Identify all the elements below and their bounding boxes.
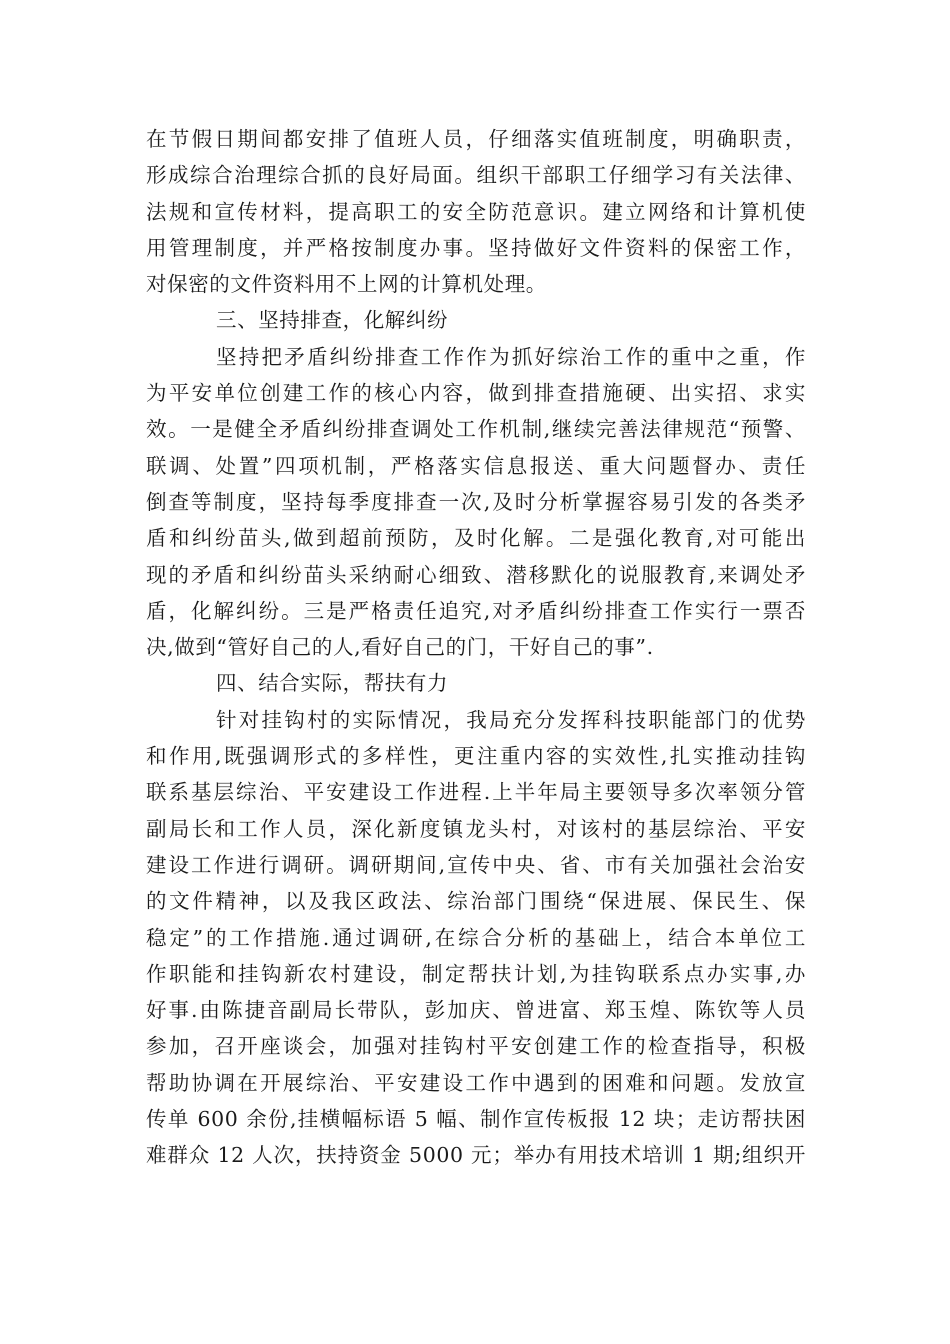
- text-line: 建设工作进行调研。调研期间,宣传中央、省、市有关加强社会治安: [146, 852, 806, 877]
- text-line: 为平安单位创建工作的核心内容，做到排查措施硬、出实招、求实: [146, 381, 806, 406]
- text-line: 联调、处置”四项机制，严格落实信息报送、重大问题督办、责任: [146, 453, 806, 478]
- text-line: 盾和纠纷苗头,做到超前预防，及时化解。二是强化教育,对可能出: [146, 526, 806, 551]
- document-body: [146, 121, 806, 1174]
- text-line: 联系基层综治、平安建设工作进程.上半年局主要领导多次率领分管: [146, 780, 806, 805]
- text-line: 效。一是健全矛盾纠纷排查调处工作机制,继续完善法律规范“预警、: [146, 417, 806, 442]
- text-line: 在节假日期间都安排了值班人员，仔细落实值班制度，明确职责，: [146, 127, 806, 151]
- text-line: 的文件精神，以及我区政法、综治部门围绕“保进展、保民生、保: [146, 889, 806, 914]
- text-line: 稳定”的工作措施.通过调研,在综合分析的基础上，结合本单位工: [146, 925, 806, 950]
- text-line: 针对挂钩村的实际情况，我局充分发挥科技职能部门的优势: [216, 707, 806, 732]
- text-line: 好事.由陈捷音副局长带队，彭加庆、曾进富、郑玉煌、陈钦等人员: [146, 998, 806, 1023]
- text-line: 现的矛盾和纠纷苗头采纳耐心细致、潜移默化的说服教育,来调处矛: [146, 562, 806, 587]
- text-line: 用管理制度，并严格按制度办事。坚持做好文件资料的保密工作，: [146, 235, 806, 260]
- text-line: 传单 600 余份,挂横幅标语 5 幅、制作宣传板报 12 块；走访帮扶困: [146, 1107, 806, 1132]
- section-heading: 四、结合实际，帮扶有力: [216, 671, 449, 696]
- text-line: 帮助协调在开展综治、平安建设工作中遇到的困难和问题。发放宣: [146, 1070, 806, 1095]
- text-line: 形成综合治理综合抓的良好局面。组织干部职工仔细学习有关法律、: [146, 163, 806, 188]
- text-line: 难群众 12 人次，扶持资金 5000 元；举办有用技术培训 1 期;组织开: [146, 1143, 806, 1168]
- text-line: 副局长和工作人员，深化新度镇龙头村，对该村的基层综治、平安: [146, 816, 806, 841]
- text-line: 倒查等制度，坚持每季度排查一次,及时分析掌握容易引发的各类矛: [146, 489, 806, 514]
- text-line: 盾，化解纠纷。三是严格责任追究,对矛盾纠纷排查工作实行一票否: [146, 598, 806, 623]
- text-line: 坚持把矛盾纠纷排查工作作为抓好综治工作的重中之重，作: [216, 344, 806, 369]
- text-line: 对保密的文件资料用不上网的计算机处理。: [146, 272, 547, 297]
- text-line: 和作用,既强调形式的多样性，更注重内容的实效性,扎实推动挂钩: [146, 744, 806, 769]
- text-line: 作职能和挂钩新农村建设，制定帮扶计划,为挂钩联系点办实事,办: [146, 961, 806, 986]
- text-line: 决,做到“管好自己的人,看好自己的门，干好自己的事”.: [146, 635, 654, 660]
- text-line: 参加，召开座谈会，加强对挂钩村平安创建工作的检查指导，积极: [146, 1034, 806, 1059]
- section-heading: 三、坚持排查，化解纠纷: [216, 308, 449, 333]
- text-line: 法规和宣传材料，提高职工的安全防范意识。建立网络和计算机使: [146, 199, 806, 224]
